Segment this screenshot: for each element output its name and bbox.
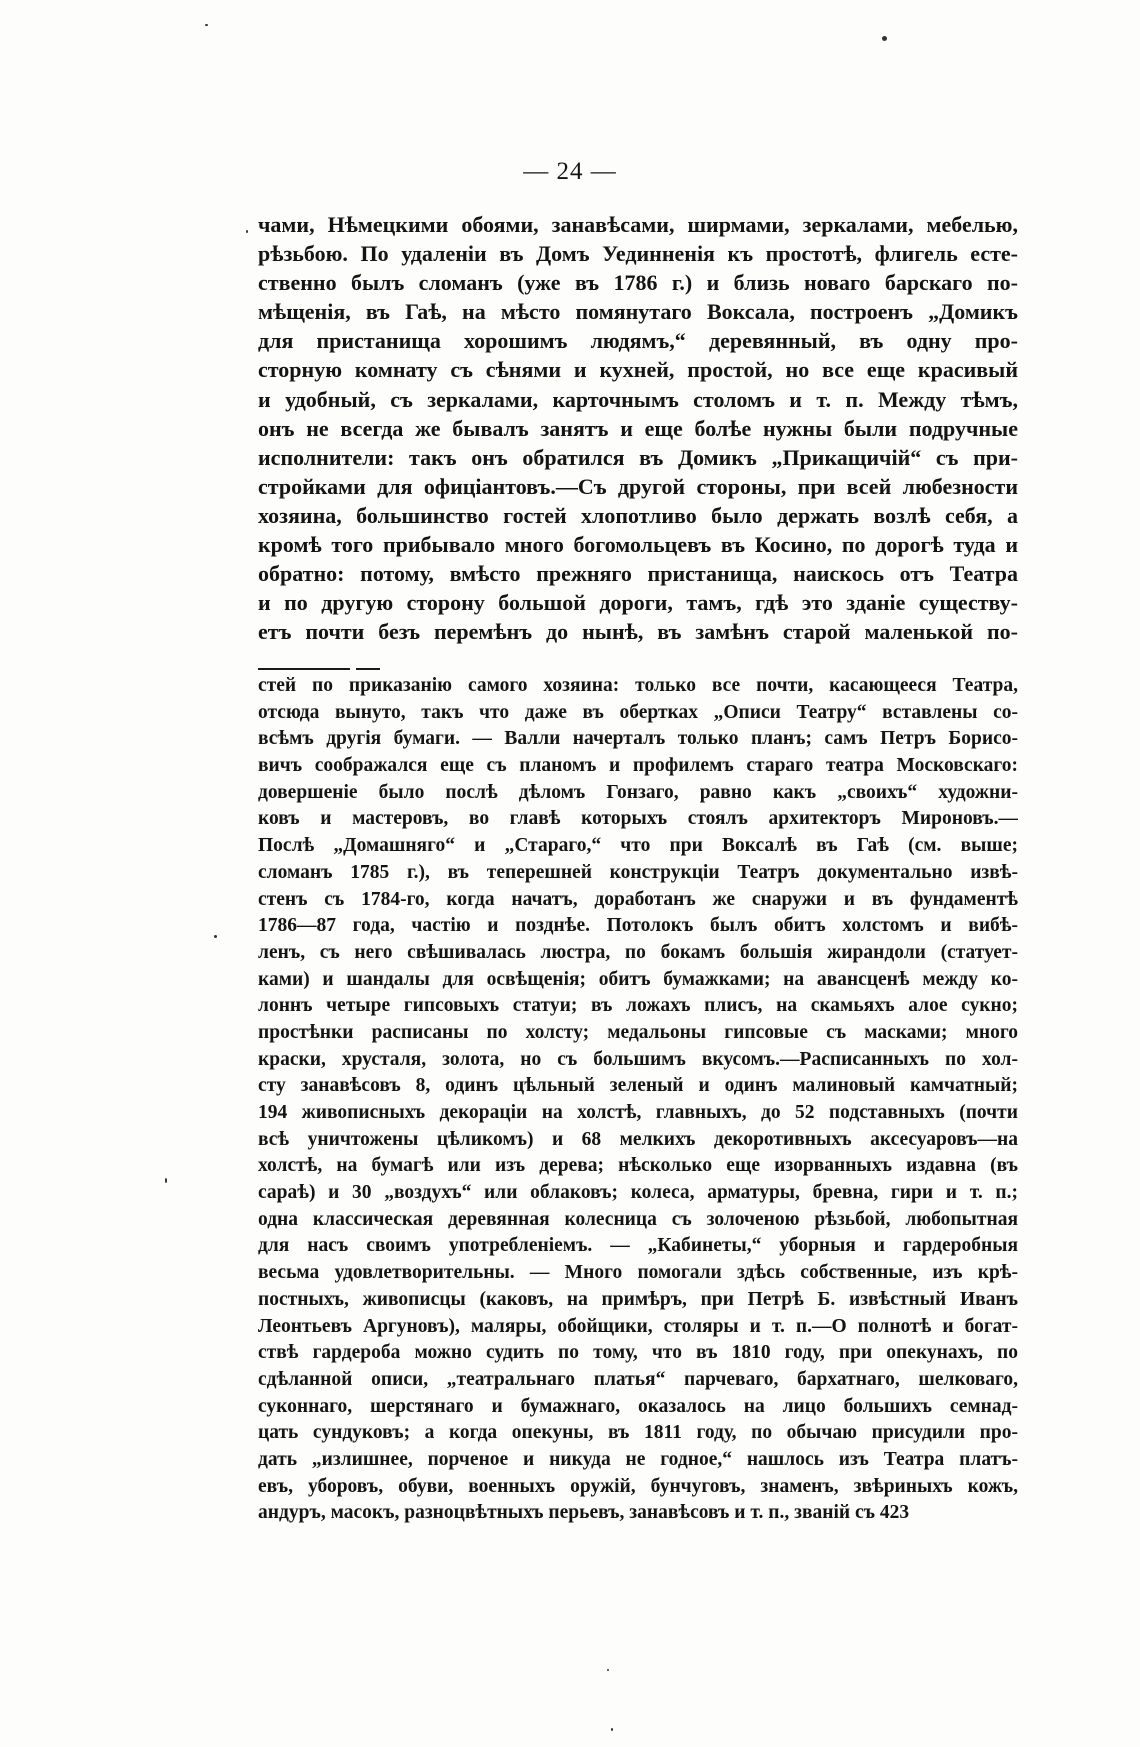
footnote-line: одна классическая деревянная колесница съ золоченою рѣзьбой, любопытная [258,1208,1018,1230]
text-line: кромѣ того прибывало много богомольцевъ въ Косино, по дорогѣ туда и [258,532,1018,558]
footnote-line: ками) и шандалы для освѣщенія; обитъ бумажками; на авансценѣ между ко- [258,968,1018,990]
footnote-line: 194 живописныхъ декораціи на холстѣ, главныхъ, до 52 подставныхъ (почти [258,1102,1018,1123]
text-line: обратно: потому, вмѣсто прежняго пристанища, наискось отъ Театра [258,561,1018,587]
footnote-line: холстѣ, на бумагѣ или изъ дерева; нѣсколько еще изорванныхъ издавна (въ [258,1155,1018,1177]
footnote-line: стенъ съ 1784-го, когда начатъ, доработанъ же снаружи и въ фундаментѣ [258,888,1018,910]
footnote-text [258,673,1018,1527]
footnote-line: сдѣланной описи, „театральнаго платья“ парчеваго, бархатнаго, шелковаго, [258,1368,1018,1390]
footnote-line: Леонтьевъ Аргуновъ), маляры, обойщики, столяры и т. п.—О полнотѣ и богат- [258,1315,1018,1337]
footnote-line: стей по приказанію самого хозяина: только все почти, касающееся Театра, [258,675,1018,696]
scan-speck [205,24,208,26]
text-line: и по другую сторону большой дороги, тамъ, гдѣ это зданіе существу- [258,590,1018,616]
footnote-line: краски, хрусталя, золота, но съ большимъ вкусомъ.—Расписанныхъ по хол- [258,1048,1018,1070]
text-line: етъ почти безъ перемѣнъ до нынѣ, въ замѣнъ старой маленькой по- [258,619,1018,645]
text-line: ственно былъ сломанъ (уже въ 1786 г.) и близь новаго барскаго по- [258,270,1018,296]
text-line: сторную комнату съ сѣнями и кухней, простой, но все еще красивый [258,357,1018,383]
text-line: чами, Нѣмецкими обоями, занавѣсами, ширмами, зеркалами, мебелью, [258,212,1018,237]
footnote-line: евъ, уборовъ, обуви, военныхъ оружій, бунчуговъ, знаменъ, звѣриныхъ кожъ, [258,1475,1018,1497]
text-line: хозяина, большинство гостей хлопотливо было держать возлѣ себя, а [258,502,1018,528]
scan-speck [611,1728,613,1731]
footnote-line: Послѣ „Домашняго“ и „Стараго,“ что при Воксалѣ въ Гаѣ (см. выше; [258,835,1018,857]
text-line: для пристанища хорошимъ людямъ,“ деревянный, въ одну про- [258,328,1018,354]
footnote-line: всѣмъ другія бумаги. — Валли начерталъ только планъ; самъ Петръ Борисо- [258,728,1018,750]
scan-speck [214,935,217,938]
footnote-rule [356,668,380,670]
footnote-rule [258,668,350,670]
footnote-line: для насъ своимъ употребленіемъ. — „Кабинеты,“ уборныя и гардеробныя [258,1235,1018,1257]
footnote-line: дать „излишнее, порченое и никуда не годное,“ нашлось изъ Театра платъ- [258,1448,1018,1470]
text-line: рѣзьбою. По удаленіи въ Домъ Уединненія къ простотѣ, флигель есте- [258,241,1018,267]
scan-speck [165,1178,167,1183]
footnote-line: простѣнки расписаны по холсту; медальоны гипсовые съ масками; много [258,1021,1018,1043]
footnote-line: сту занавѣсовъ 8, одинъ цѣльный зеленый и одинъ малиновый камчатный; [258,1075,1018,1097]
footnote-line: весьма удовлетворительны. — Много помогали здѣсь собственные, изъ крѣ- [258,1262,1018,1284]
footnote-line: сараѣ) и 30 „воздухъ“ или облаковъ; колеса, арматуры, бревна, гири и т. п.; [258,1182,1018,1204]
footnote-line: вичъ соображался еще съ планомъ и профилемъ стараго театра Московскаго: [258,755,1018,777]
footnote-line: цать сундуковъ; а когда опекуны, въ 1811 году, по обычаю присудили про- [258,1422,1018,1444]
main-text [258,210,1018,646]
scan-speck [882,36,887,41]
page-number: — 24 — [523,158,617,185]
footnote-line: ленъ, съ него свѣшивалась люстра, по бокамъ большія жирандоли (статует- [258,941,1018,963]
footnote-line: всѣ уничтожены цѣликомъ) и 68 мелкихъ декоротивныхъ аксесуаровъ—на [258,1128,1018,1150]
footnote-line: ствѣ гардероба можно судить по тому, что въ 1810 году, при опекунахъ, по [258,1342,1018,1364]
scan-speck [607,1669,609,1671]
footnote-line: суконнаго, шерстянаго и бумажнаго, оказалось на лицо большихъ семнад- [258,1395,1018,1417]
text-line: онъ не всегда же бывалъ занятъ и еще болѣе нужны были подручные [258,415,1018,441]
footnote-line: довершеніе было послѣ дѣломъ Гонзаго, равно какъ „своихъ“ художни- [258,781,1018,803]
footnote-line: постныхъ, живописцы (каковъ, на примѣръ, при Петрѣ Б. извѣстный Иванъ [258,1288,1018,1310]
text-line: исполнители: такъ онъ обратился въ Домикъ „Прикащичій“ съ при- [258,444,1018,470]
text-line: мѣщенія, въ Гаѣ, на мѣсто помянутаго Воксала, построенъ „Домикъ [258,299,1018,325]
footnote-line: лоннъ четыре гипсовыхъ статуи; въ ложахъ плисъ, на скамьяхъ алое сукно; [258,995,1018,1017]
footnote-line: сломанъ 1785 г.), въ теперешней конструкціи Театръ документально извѣ- [258,861,1018,883]
text-line: и удобный, съ зеркалами, карточнымъ столомъ и т. п. Между тѣмъ, [258,386,1018,412]
footnote-line: отсюда вынуто, такъ что даже въ обертках „Описи Театру“ вставлены со- [258,701,1018,723]
footnote-line: ковъ и мастеровъ, во главѣ которыхъ стоялъ архитекторъ Мироновъ.— [258,808,1018,830]
footnote-line: 1786—87 года, частію и позднѣе. Потолокъ былъ обитъ холстомъ и вибѣ- [258,915,1018,937]
scan-speck [246,230,248,233]
text-line: стройками для офиціантовъ.—Съ другой стороны, при всей любезности [258,473,1018,499]
footnote-line: андуръ, масокъ, разноцвѣтныхъ перьевъ, занавѣсовъ и т. п., званій съ 423 [258,1502,910,1524]
